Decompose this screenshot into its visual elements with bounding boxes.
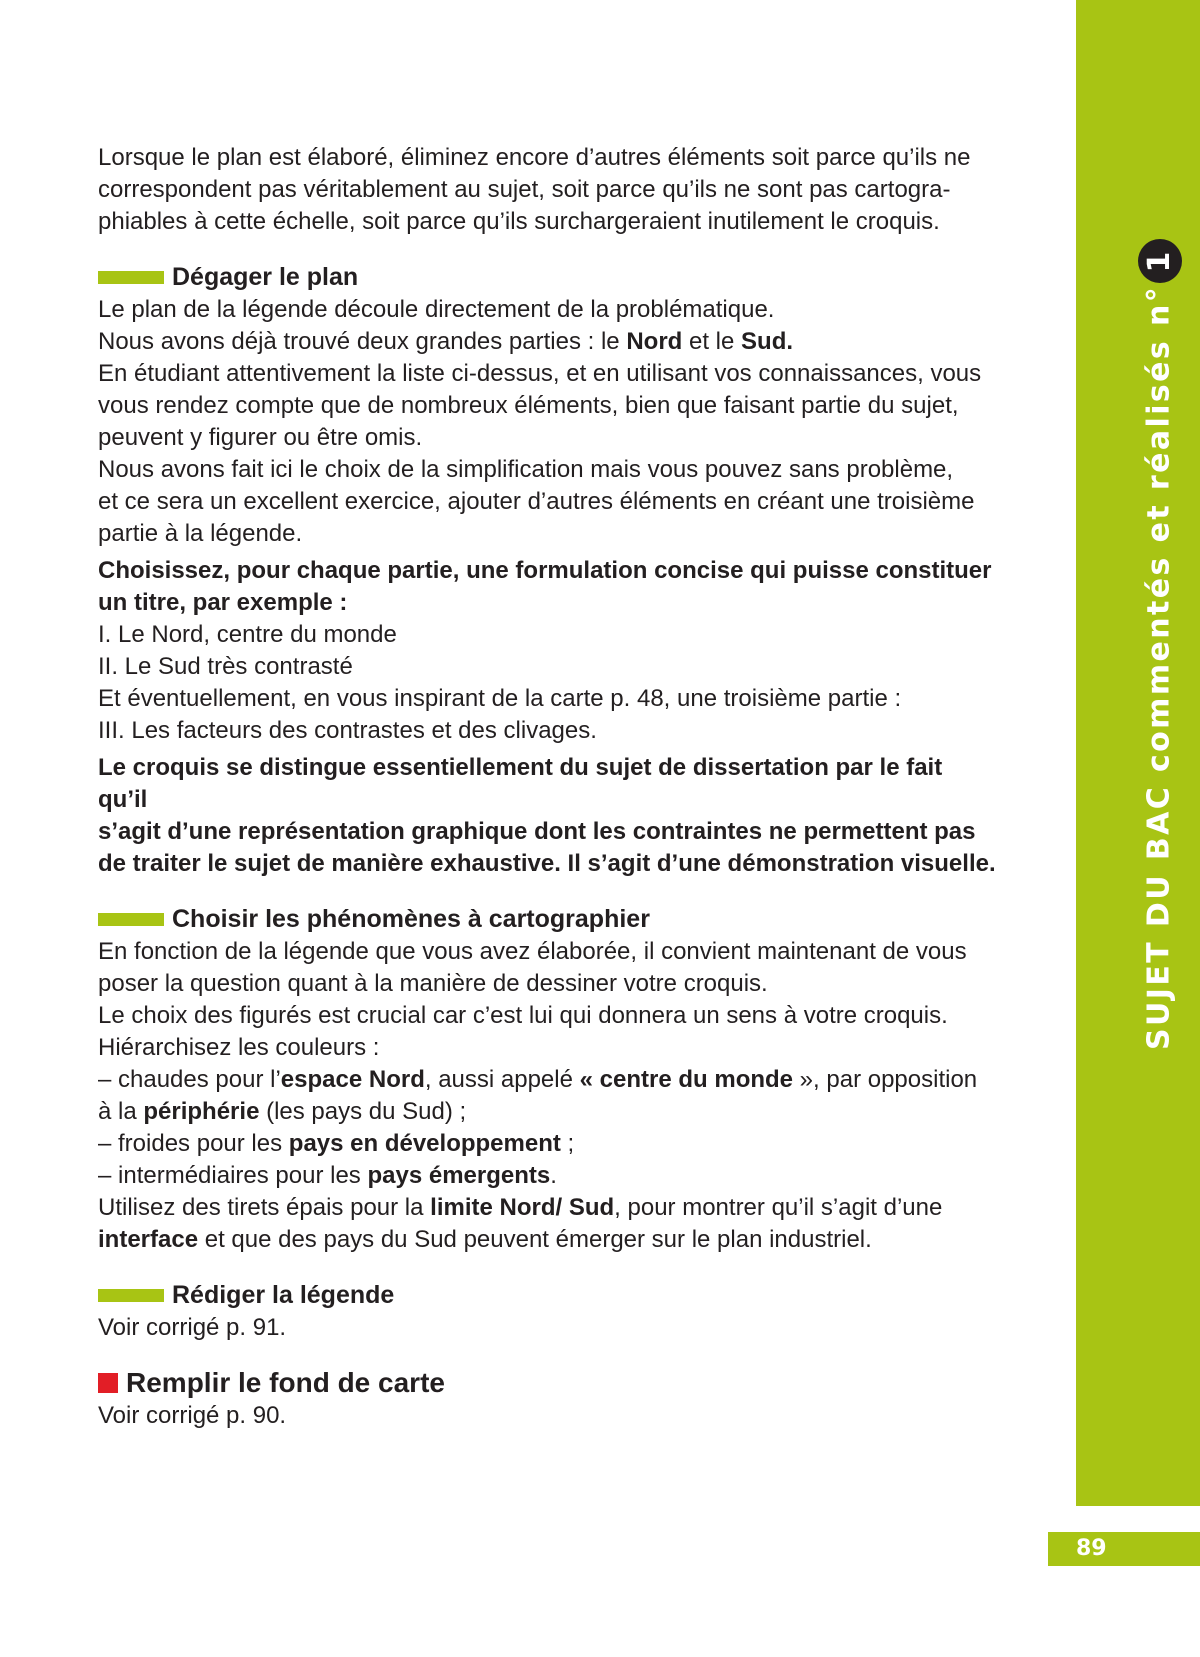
paragraph-line: En étudiant attentivement la liste ci-dessus, et en utilisant vos connaissances, vous [98, 360, 982, 387]
list-item: III. Les facteurs des contrastes et des clivages. [98, 717, 597, 744]
intro-line: phiables à cette échelle, soit parce qu’ils surchargeraient inutilement le croquis. [98, 208, 940, 235]
heading-text: Remplir le fond de carte [126, 1367, 445, 1398]
list-item: I. Le Nord, centre du monde [98, 621, 397, 648]
list-item: II. Le Sud très contrasté [98, 653, 353, 680]
paragraph-line: et ce sera un excellent exercice, ajouter d’autres éléments en créant une troisième [98, 488, 975, 515]
green-bar-icon [98, 1289, 164, 1302]
green-bar-icon [98, 271, 164, 284]
bold-note-line: de traiter le sujet de manière exhaustive. Il s’agit d’une démonstration visuelle. [98, 850, 996, 877]
page-number-box [1048, 1532, 1200, 1566]
paragraph-line: Nous avons déjà trouvé deux grandes parties : le Nord et le Sud. [98, 328, 794, 355]
green-bar-icon [98, 913, 164, 926]
bold-instruction-line: un titre, par exemple : [98, 589, 348, 616]
issue-number-badge: 1 [1138, 239, 1182, 283]
red-square-icon [98, 1373, 118, 1393]
paragraph-line: Utilisez des tirets épais pour la limite Nord/ Sud, pour montrer qu’il s’agit d’une [98, 1194, 943, 1221]
paragraph-line: – intermédiaires pour les pays émergents. [98, 1162, 557, 1189]
bold-note-line: Le croquis se distingue essentiellement du sujet de dissertation par le fait qu’il [98, 754, 943, 813]
main-content [98, 142, 998, 1432]
paragraph-line: interface et que des pays du Sud peuvent émerger sur le plan industriel. [98, 1226, 872, 1253]
paragraph-line: poser la question quant à la manière de dessiner votre croquis. [98, 970, 768, 997]
paragraph-line: partie à la légende. [98, 520, 303, 547]
paragraph-line: – chaudes pour l’espace Nord, aussi appelé « centre du monde », par opposition [98, 1066, 978, 1093]
section-heading-legende [98, 1278, 998, 1312]
paragraph-line: Voir corrigé p. 91. [98, 1314, 287, 1341]
paragraph-line: à la périphérie (les pays du Sud) ; [98, 1098, 467, 1125]
paragraph-line: Le plan de la légende découle directement de la problématique. [98, 296, 775, 323]
section-heading-fond-de-carte [98, 1366, 998, 1400]
paragraph-line: vous rendez compte que de nombreux éléments, bien que faisant partie du sujet, [98, 392, 959, 419]
vertical-title-text: SUJET DU BAC commentés et réalisés n° [1141, 284, 1177, 1050]
paragraph-line: Hiérarchisez les couleurs : [98, 1034, 380, 1061]
heading-text: Rédiger la légende [172, 1281, 395, 1309]
paragraph-line: – froides pour les pays en développement ; [98, 1130, 575, 1157]
heading-text: Choisir les phénomènes à cartographier [172, 905, 650, 933]
intro-line: correspondent pas véritablement au sujet, soit parce qu’ils ne sont pas cartogra- [98, 176, 951, 203]
paragraph-line: En fonction de la légende que vous avez élaborée, il convient maintenant de vous [98, 938, 967, 965]
paragraph-line: peuvent y figurer ou être omis. [98, 424, 423, 451]
paragraph-line: Voir corrigé p. 90. [98, 1402, 287, 1429]
page-number: 89 [1076, 1536, 1107, 1561]
intro-line: Lorsque le plan est élaboré, éliminez encore d’autres éléments soit parce qu’ils ne [98, 144, 971, 171]
list-item: Et éventuellement, en vous inspirant de la carte p. 48, une troisième partie : [98, 685, 902, 712]
section-heading-phenomenes [98, 902, 998, 936]
vertical-section-title [1138, 239, 1182, 1050]
bold-instruction-line: Choisissez, pour chaque partie, une formulation concise qui puisse constituer [98, 557, 992, 584]
paragraph-line: Nous avons fait ici le choix de la simplification mais vous pouvez sans problème, [98, 456, 954, 483]
heading-text: Dégager le plan [172, 263, 359, 291]
bold-note-line: s’agit d’une représentation graphique dont les contraintes ne permettent pas [98, 818, 976, 845]
section-heading-plan [98, 260, 998, 294]
paragraph-line: Le choix des figurés est crucial car c’est lui qui donnera un sens à votre croquis. [98, 1002, 948, 1029]
